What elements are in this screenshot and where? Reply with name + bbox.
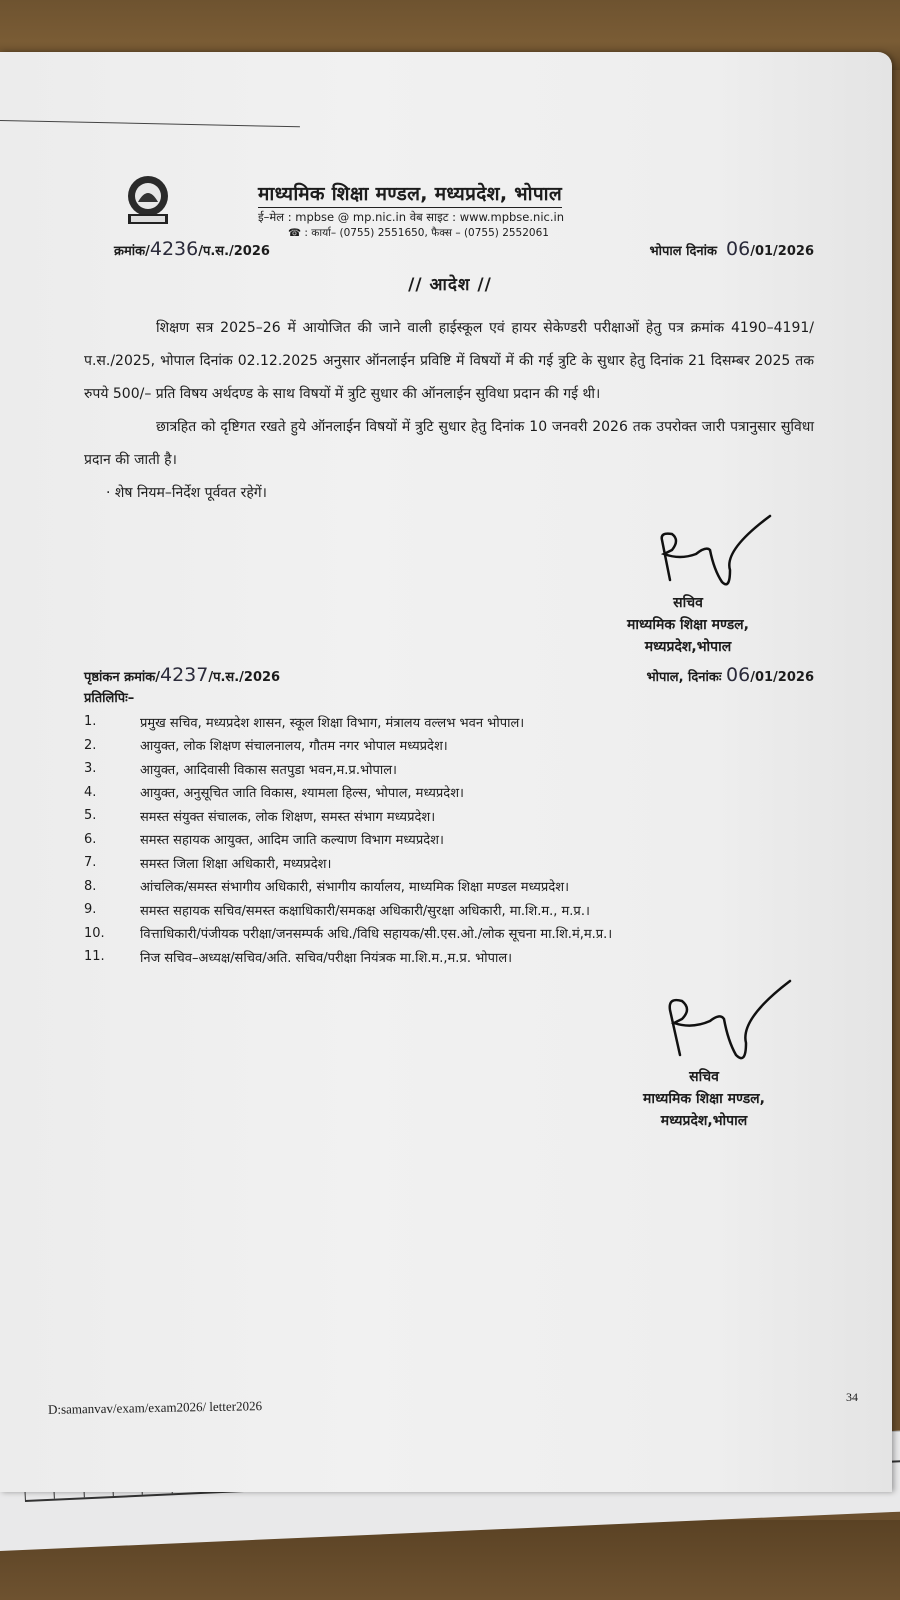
signatory-1-place: मध्यप्रदेश,भोपाल (644, 639, 732, 655)
date-handwritten-day: 06 (726, 238, 751, 260)
list-item (84, 710, 844, 734)
issue-date (650, 238, 814, 260)
endorsement-row (84, 664, 814, 686)
board-emblem-icon (116, 174, 180, 226)
paragraph-3: · शेष नियम–निर्देश पूर्ववत रहेगें। (106, 485, 267, 501)
list-item-text: समस्त सहायक सचिव/समस्त कक्षाधिकारी/समकक्ष अधिकारी/सुरक्षा अधिकारी, मा.शि.म., म.प्र.। (140, 903, 590, 919)
signature-1-icon (650, 510, 780, 590)
list-item-number: 10. (84, 925, 105, 941)
list-item (84, 781, 844, 805)
list-item-text: वित्ताधिकारी/पंजीयक परीक्षा/जनसम्पर्क अधि./विधि सहायक/सी.एस.ओ./लोक सूचना मा.शि.मं,म.प्र.। (140, 927, 613, 943)
signatory-2-place: मध्यप्रदेश,भोपाल (660, 1113, 748, 1129)
list-item (84, 851, 844, 875)
endorsement-prefix: पृष्ठांकन क्रमांक/ (84, 670, 160, 685)
list-item (84, 734, 844, 758)
date-rest: /01/2026 (750, 244, 814, 259)
list-item-number: 11. (84, 949, 105, 965)
copy-to-label: प्रतिलिपिः– (84, 691, 135, 706)
signatory-2-org: माध्यमिक शिक्षा मण्डल, (642, 1091, 765, 1107)
list-item-number: 2. (84, 737, 97, 753)
reference-row (114, 238, 814, 260)
reference-number (114, 238, 270, 260)
reference-prefix: क्रमांक/ (114, 244, 150, 259)
signatory-2-title: सचिव (689, 1069, 719, 1085)
footer-file-path: D:samanvav/exam/exam2026/ letter2026 (47, 1398, 263, 1417)
signatory-1-title: सचिव (673, 595, 703, 611)
list-item (84, 945, 844, 969)
list-item-text: आयुक्त, लोक शिक्षण संचालनालय, गौतम नगर भोपाल मध्यप्रदेश। (140, 739, 448, 755)
list-item-number: 4. (84, 784, 97, 800)
phone-fax-line: ☎ : कार्या– (0755) 2551650, फैक्स – (0755) 2552061 (288, 227, 549, 239)
signatory-1 (578, 592, 798, 658)
page-edge-line (0, 120, 300, 127)
organization-title: माध्यमिक शिक्षा मण्डल, मध्यप्रदेश, भोपाल (258, 180, 562, 208)
list-item-text: आयुक्त, आदिवासी विकास सतपुडा भवन,म.प्र.भोपाल। (140, 762, 397, 778)
list-item (84, 828, 844, 852)
list-item-text: निज सचिव–अध्यक्ष/सचिव/अति. सचिव/परीक्षा नियंत्रक मा.शि.म.,म.प्र. भोपाल। (140, 950, 513, 966)
reference-suffix: /प.स./2026 (198, 244, 270, 259)
signatory-1-org: माध्यमिक शिक्षा मण्डल, (626, 617, 749, 633)
list-item-number: 8. (84, 878, 97, 894)
signature-2-icon (660, 975, 800, 1065)
endorsement-handwritten-number: 4237 (160, 664, 209, 686)
reference-handwritten-number: 4236 (149, 238, 199, 260)
list-item (84, 804, 844, 828)
list-item (84, 898, 844, 922)
list-item-text: प्रमुख सचिव, मध्यप्रदेश शासन, स्कूल शिक्षा विभाग, मंत्रालय वल्लभ भवन भोपाल। (140, 715, 525, 731)
endorsement-number (84, 664, 280, 686)
list-item-number: 6. (84, 831, 97, 847)
list-item-text: समस्त संयुक्त संचालक, लोक शिक्षण, समस्त संभाग मध्यप्रदेश। (140, 809, 436, 825)
list-item-text: आंचलिक/समस्त संभागीय अधिकारी, संभागीय कार्यालय, माध्यमिक शिक्षा मण्डल मध्यप्रदेश। (140, 880, 569, 896)
list-item-number: 5. (84, 808, 97, 824)
list-item-number: 9. (84, 902, 97, 918)
list-item-text: आयुक्त, अनुसूचित जाति विकास, श्यामला हिल्स, भोपाल, मध्यप्रदेश। (140, 786, 464, 802)
list-item-text: समस्त जिला शिक्षा अधिकारी, मध्यप्रदेश। (140, 856, 332, 872)
list-item-text: समस्त सहायक आयुक्त, आदिम जाति कल्याण विभाग मध्यप्रदेश। (140, 833, 444, 849)
endorsement-date (647, 664, 815, 686)
endorsement-handwritten-day: 06 (726, 664, 751, 686)
order-title: // आदेश // (408, 275, 492, 295)
list-item-number: 3. (84, 761, 97, 777)
list-item (84, 875, 844, 899)
paragraph-1: शिक्षण सत्र 2025–26 में आयोजित की जाने वाली हाईस्कूल एवं हायर सेकेण्डरी परीक्षाओं हेतु पत्र क्रमांक 4190–4191/प.स./2025, भोपाल दिनांक 02.12.2025 अनुसार ऑनलाईन प्रविष्टि में विषयों में की गई त्रुटि के सुधार हेतु दिनांक 21 दिसम्बर 2025 तक रुपये 500/– प्रति विषय अर्थदण्ड के साथ विषयों में त्रुटि सुधार की ऑनलाईन सुविधा प्रदान की गई थी। (84, 320, 814, 402)
date-label: भोपाल दिनांक (649, 244, 717, 259)
signatory-2 (594, 1066, 814, 1132)
endorsement-suffix: /प.स./2026 (208, 670, 281, 685)
page-number: 34 (846, 1390, 858, 1404)
list-item (84, 757, 844, 781)
paragraph-2: छात्रहित को दृष्टिगत रखते हुये ऑनलाईन विषयों में त्रुटि सुधार हेतु दिनांक 10 जनवरी 2026 तक उपरोक्त जारी पत्रानुसार सुविधा प्रदान की जाती है। (84, 419, 814, 468)
endorsement-date-rest: /01/2026 (750, 670, 814, 685)
list-item (84, 922, 844, 946)
copy-to-list (84, 710, 844, 969)
endorsement-date-label: भोपाल, दिनांकः (646, 670, 722, 685)
order-body (84, 312, 814, 510)
list-item-number: 7. (84, 855, 97, 871)
email-website-line: ई–मेल : mpbse @ mp.nic.in वेब साइट : www.mpbse.nic.in (258, 210, 564, 224)
list-item-number: 1. (84, 714, 97, 730)
